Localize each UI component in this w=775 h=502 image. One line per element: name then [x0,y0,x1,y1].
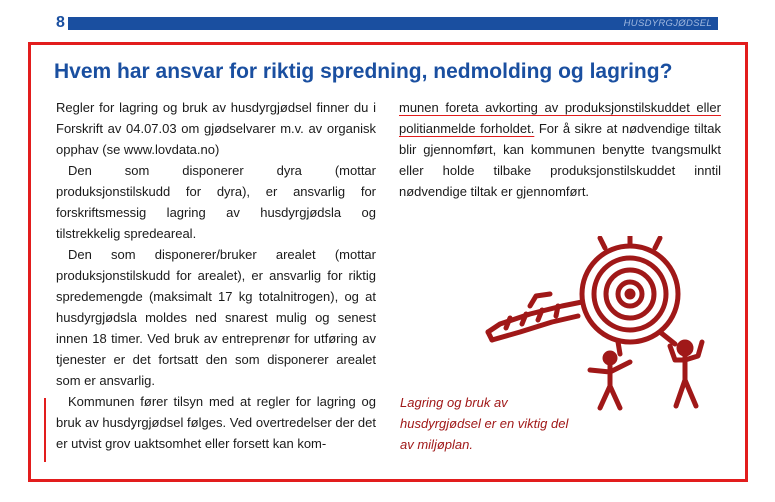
image-caption: Lagring og bruk av husdyrgjødsel er en viktig del av miljøplan. [400,395,569,452]
left-column [56,97,376,454]
paragraph-4: Kommunen fører tilsyn med at regler for lagring og bruk av husdyrgjødsel følges. Ved overtredelser der det er utvist grov uaktsomhet eller forsett kan kom- [56,394,376,451]
rock-carving-illustration-icon [470,236,720,416]
paragraph-2: Den som disponerer dyra (mottar produksjonstilskudd for dyra), er ansvarlig for forskriftsmessig lagring av husdyrgjødsla og tilstrekkelig spredeareal. [56,163,376,241]
paragraph-5 [399,97,721,202]
paragraph-3: Den som disponerer/bruker arealet (mottar produksjonstilskudd for arealet), er ansvarlig for riktig spredemengde (maksimalt 17 kg totalnitrogen), og at husdyrgjødsla moldes ned snarest mulig og senest innen 18 timer. Ved bruk av entreprenør for utføring av tjenester er det fortsatt den som disponerer arealet som er ansvarlig. [56,247,376,388]
article-title: Hvem har ansvar for riktig spredning, nedmolding og lagring? [54,60,673,83]
right-column [399,97,721,202]
page-number: 8 [56,14,65,31]
section-title: HUSDYRGJØDSEL [623,18,712,29]
section-header-band [68,17,718,30]
underlined-sentence: munen foreta avkorting av produksjonstilskuddet eller politianmelde forholdet. [399,100,721,136]
paragraph-5-rest: For å sikre at nødvendige tiltak blir gjennomført, kan kommunen benytte tvangsmulkt eller holde tilbake produksjonstilskuddet inntil nødvendige tiltak er gjennomført. [399,121,722,199]
margin-marker-line [44,398,46,462]
paragraph-1: Regler for lagring og bruk av husdyrgjødsel finner du i Forskrift av 04.07.03 om gjødselvarer m.v. av organisk opphav (se www.lovdata.no) [56,100,376,157]
